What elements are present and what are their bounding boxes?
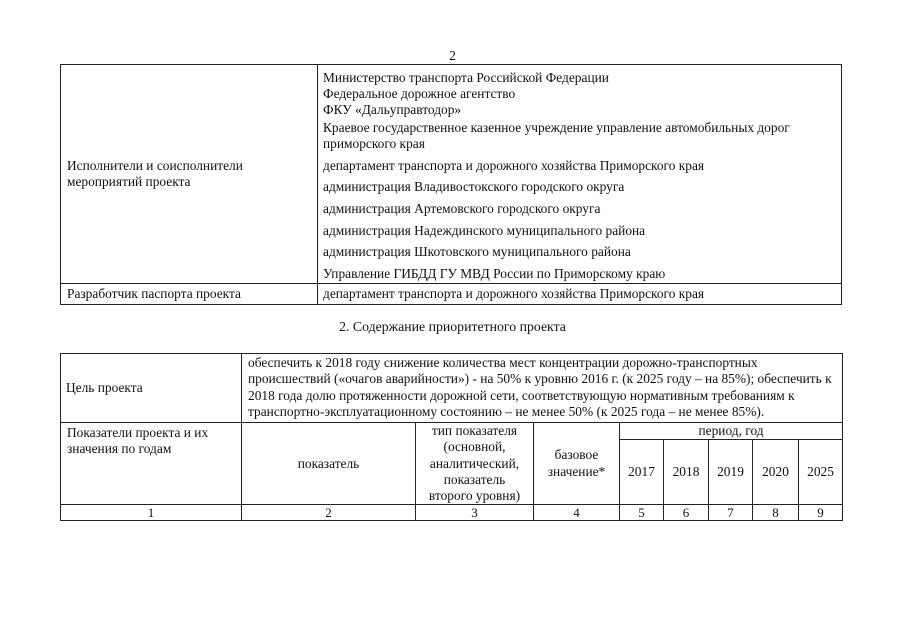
indicator-type-column-header: тип показателя (основной, аналитический, показатель второго уровня) <box>416 423 534 504</box>
executors-list <box>318 65 842 284</box>
indicators-label: Показатели проекта и их значения по годам <box>61 423 242 504</box>
column-number: 8 <box>753 504 799 521</box>
executor-item: Министерство транспорта Российской Федерации <box>323 70 609 85</box>
column-number: 2 <box>242 504 416 521</box>
developer-row <box>61 283 842 304</box>
column-numbers-row <box>61 504 843 521</box>
year-header: 2020 <box>753 440 799 504</box>
indicators-header-row <box>61 423 843 440</box>
project-content-table <box>60 353 843 521</box>
column-number: 5 <box>620 504 664 521</box>
developer-value: департамент транспорта и дорожного хозяйства Приморского края <box>318 283 842 304</box>
executor-item: администрация Владивостокского городского округа <box>323 179 625 195</box>
column-number: 3 <box>416 504 534 521</box>
column-number: 4 <box>534 504 620 521</box>
executor-item: администрация Артемовского городского округа <box>323 201 601 217</box>
page-number: 2 <box>449 48 456 63</box>
executor-item: ФКУ «Дальуправтодор» <box>323 102 462 118</box>
executor-item: департамент транспорта и дорожного хозяйства Приморского края <box>323 157 705 173</box>
goal-text: обеспечить к 2018 году снижение количества мест концентрации дорожно-транспортных происшествий («очагов аварийности») - на 50% к уровню 2016 г. (к 2025 году – на 85%); обеспечить к 2018 года долю протяженности дорожной сети, соответствующую нормативным требованиям к транспортно-эксплуатационному состоянию – не менее 50% (к 2025 года – не менее 85%). <box>242 354 843 423</box>
year-header: 2018 <box>664 440 709 504</box>
executor-item: Федеральное дорожное агентство <box>323 86 516 102</box>
goal-label: Цель проекта <box>61 354 242 423</box>
column-number: 6 <box>664 504 709 521</box>
developer-label: Разработчик паспорта проекта <box>61 283 318 304</box>
indicator-column-header: показатель <box>242 423 416 504</box>
column-number: 7 <box>709 504 753 521</box>
year-header: 2019 <box>709 440 753 504</box>
executor-item: администрация Надеждинского муниципального района <box>323 222 646 238</box>
executors-label: Исполнители и соисполнители мероприятий проекта <box>61 65 318 284</box>
goal-row <box>61 354 843 423</box>
column-number: 1 <box>61 504 242 521</box>
executor-item: Краевое государственное казенное учреждение управление автомобильных дорог приморского края <box>323 120 790 152</box>
base-value-column-header: базовое значение* <box>534 423 620 504</box>
period-header: период, год <box>620 423 843 440</box>
executors-table <box>60 64 842 305</box>
executor-item: Управление ГИБДД ГУ МВД России по Приморскому краю <box>323 265 666 281</box>
year-header: 2025 <box>799 440 843 504</box>
executor-item: администрация Шкотовского муниципального района <box>323 244 631 260</box>
executors-row <box>61 65 842 284</box>
year-header: 2017 <box>620 440 664 504</box>
column-number: 9 <box>799 504 843 521</box>
section-title: 2. Содержание приоритетного проекта <box>339 319 566 334</box>
